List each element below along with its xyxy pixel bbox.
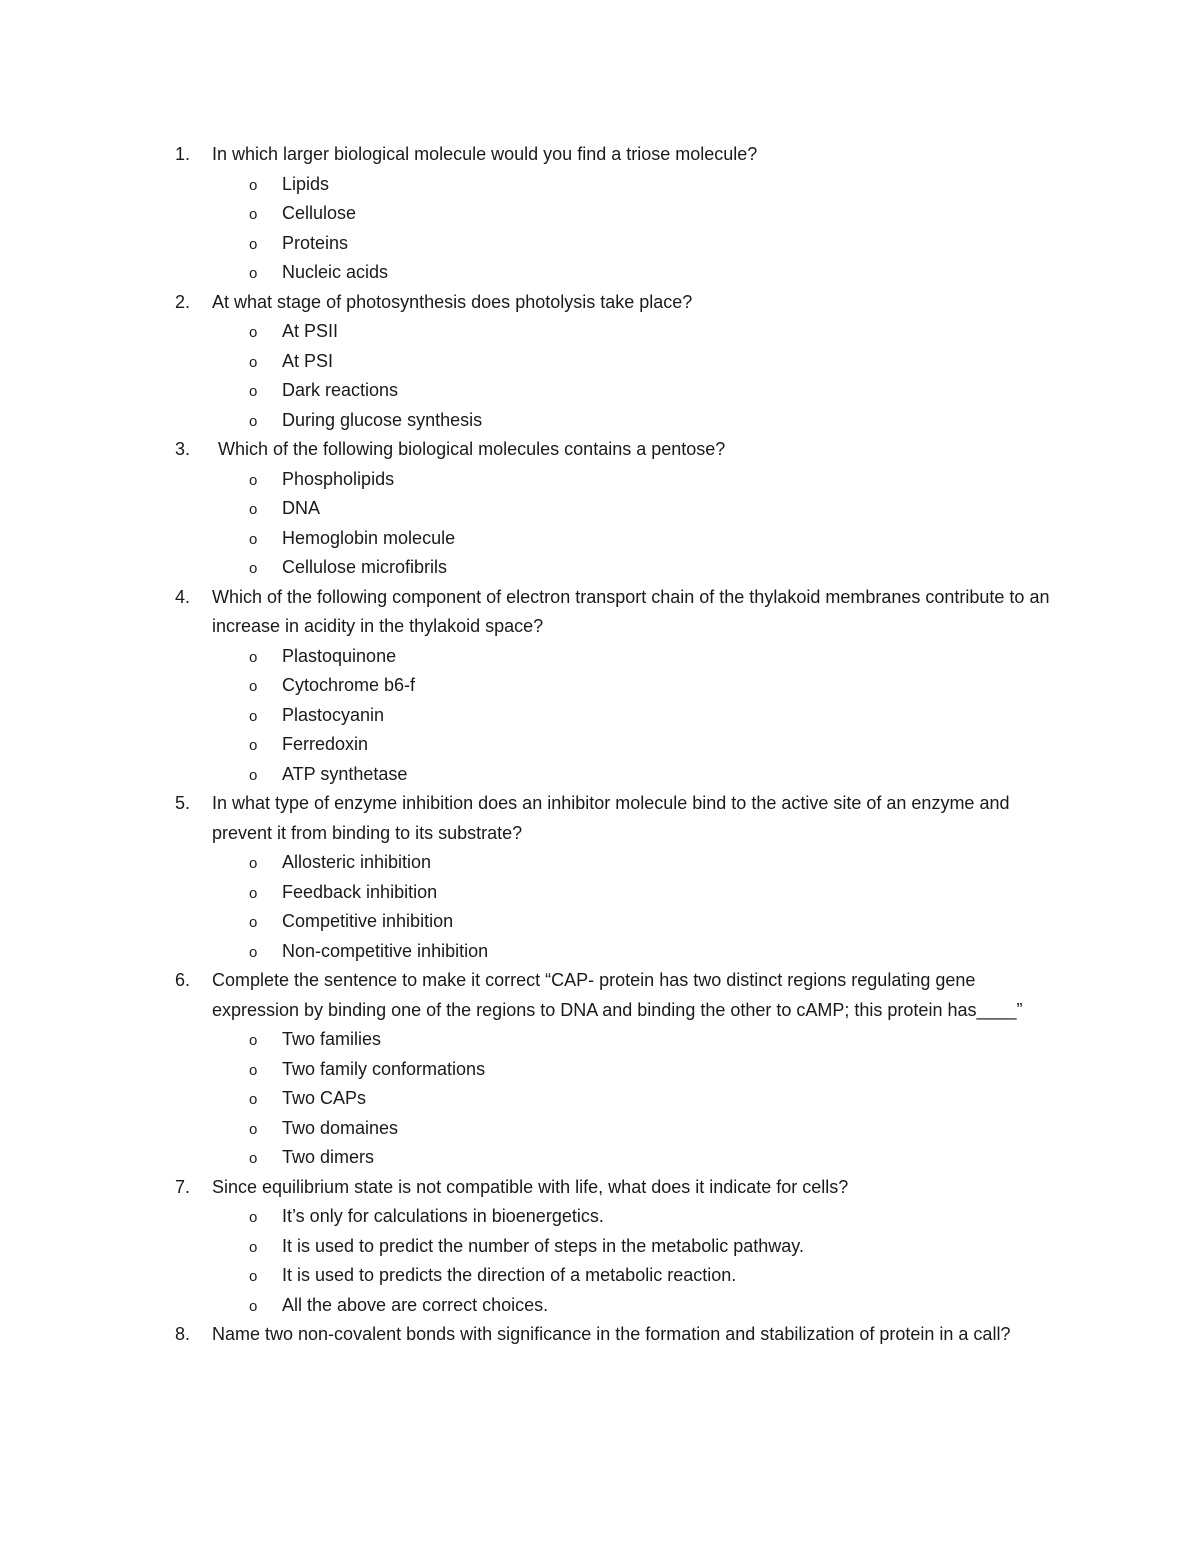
option-text: Nucleic acids: [282, 262, 389, 282]
question-text: At what stage of photosynthesis does photolysis take place?: [212, 291, 693, 312]
option-text: Competitive inhibition: [282, 911, 454, 931]
circle-bullet-icon: o: [249, 265, 258, 282]
circle-bullet-icon: o: [249, 1268, 258, 1285]
answer-option: [0, 317, 1200, 347]
option-text: Lipids: [282, 173, 330, 194]
answer-option: [0, 1025, 1200, 1055]
question-item: [0, 583, 1200, 790]
circle-bullet-icon: o: [249, 353, 258, 371]
option-text: Plastoquinone: [282, 645, 397, 666]
question-item: [0, 435, 1200, 583]
question-number: 6.: [175, 970, 191, 990]
option-text: DNA: [282, 498, 321, 518]
circle-bullet-icon: o: [249, 471, 258, 489]
question-text: Which of the following biological molecules contains a pentose?: [218, 439, 726, 459]
option-text: Two CAPs: [282, 1088, 367, 1108]
question-text: Name two non-covalent bonds with significance in the formation and stabilization of protein in a call?: [212, 1324, 1011, 1344]
answer-option: [0, 1143, 1200, 1173]
circle-bullet-icon: o: [249, 943, 258, 961]
option-text: Cellulose: [282, 203, 357, 223]
option-text: Allosteric inhibition: [282, 852, 432, 872]
option-list: [0, 170, 1200, 288]
option-text: All the above are correct choices.: [282, 1294, 549, 1315]
answer-option: [0, 406, 1200, 436]
circle-bullet-icon: o: [249, 1091, 258, 1108]
question-number: 4.: [175, 586, 191, 607]
option-text: Cellulose microfibrils: [282, 557, 448, 577]
circle-bullet-icon: o: [249, 324, 258, 341]
circle-bullet-icon: o: [249, 530, 258, 548]
answer-option: [0, 553, 1200, 583]
answer-option: [0, 170, 1200, 200]
answer-option: [0, 258, 1200, 288]
option-text: Cytochrome b6-f: [282, 675, 416, 695]
option-list: [0, 848, 1200, 966]
answer-option: [0, 937, 1200, 967]
answer-option: [0, 1291, 1200, 1321]
answer-option: [0, 1084, 1200, 1114]
question-text: Complete the sentence to make it correct “CAP- protein has two distinct regions regulating gene expression by binding one of the regions to DNA and binding the other to cAMP; this protein has____”: [212, 970, 1023, 1020]
option-list: [0, 317, 1200, 435]
question-number: 5.: [175, 793, 191, 813]
option-text: Two family conformations: [282, 1058, 486, 1079]
circle-bullet-icon: o: [249, 383, 258, 400]
circle-bullet-icon: o: [249, 678, 258, 695]
question-item: [0, 789, 1200, 966]
option-list: [0, 1025, 1200, 1173]
option-list: [0, 1202, 1200, 1320]
circle-bullet-icon: o: [249, 501, 258, 518]
question-item: [0, 1320, 1200, 1350]
question-text: In which larger biological molecule would you find a triose molecule?: [212, 144, 758, 164]
question-text: Since equilibrium state is not compatible with life, what does it indicate for cells?: [212, 1176, 849, 1197]
circle-bullet-icon: o: [249, 855, 258, 872]
option-list: [0, 465, 1200, 583]
option-text: Phospholipids: [282, 468, 395, 489]
answer-option: [0, 347, 1200, 377]
circle-bullet-icon: o: [249, 412, 258, 430]
question-item: [0, 1173, 1200, 1321]
circle-bullet-icon: o: [249, 707, 258, 725]
question-item: [0, 140, 1200, 288]
question-text: Which of the following component of electron transport chain of the thylakoid membranes contribute to an increase in acidity in the thylakoid space?: [212, 586, 1050, 636]
option-text: Feedback inhibition: [282, 881, 438, 902]
circle-bullet-icon: o: [249, 176, 258, 194]
option-text: Two dimers: [282, 1147, 375, 1167]
option-text: It is used to predict the number of steps in the metabolic pathway.: [282, 1235, 804, 1256]
answer-option: [0, 524, 1200, 554]
answer-option: [0, 1202, 1200, 1232]
option-text: It’s only for calculations in bioenergetics.: [282, 1206, 604, 1226]
answer-option: [0, 907, 1200, 937]
question-item: [0, 966, 1200, 1173]
option-text: Hemoglobin molecule: [282, 527, 456, 548]
question-text: In what type of enzyme inhibition does an inhibitor molecule bind to the active site of an enzyme and prevent it from binding to its substrate?: [212, 793, 1010, 843]
answer-option: [0, 494, 1200, 524]
answer-option: [0, 1261, 1200, 1291]
option-text: At PSI: [282, 350, 334, 371]
answer-option: [0, 1232, 1200, 1262]
answer-option: [0, 1055, 1200, 1085]
answer-option: [0, 878, 1200, 908]
option-text: Proteins: [282, 232, 349, 253]
circle-bullet-icon: o: [249, 884, 258, 902]
option-text: It is used to predicts the direction of a metabolic reaction.: [282, 1265, 737, 1285]
answer-option: [0, 701, 1200, 731]
circle-bullet-icon: o: [249, 1209, 258, 1226]
option-text: Two domaines: [282, 1117, 399, 1138]
answer-option: [0, 848, 1200, 878]
circle-bullet-icon: o: [249, 560, 258, 577]
circle-bullet-icon: o: [249, 1150, 258, 1167]
answer-option: [0, 671, 1200, 701]
option-text: Non-competitive inhibition: [282, 940, 489, 961]
question-number: 1.: [175, 144, 191, 164]
question-number: 3.: [175, 439, 191, 459]
circle-bullet-icon: o: [249, 766, 258, 784]
circle-bullet-icon: o: [249, 235, 258, 253]
answer-option: [0, 730, 1200, 760]
answer-option: [0, 760, 1200, 790]
answer-option: [0, 229, 1200, 259]
option-text: During glucose synthesis: [282, 409, 483, 430]
circle-bullet-icon: o: [249, 737, 258, 754]
circle-bullet-icon: o: [249, 1061, 258, 1079]
question-number: 2.: [175, 291, 191, 312]
option-text: ATP synthetase: [282, 763, 408, 784]
question-list: [0, 140, 1200, 1350]
answer-option: [0, 199, 1200, 229]
question-number: 8.: [175, 1324, 191, 1344]
circle-bullet-icon: o: [249, 1120, 258, 1138]
answer-option: [0, 465, 1200, 495]
answer-option: [0, 1114, 1200, 1144]
circle-bullet-icon: o: [249, 914, 258, 931]
option-text: Two families: [282, 1029, 382, 1049]
option-text: Dark reactions: [282, 380, 399, 400]
option-text: At PSII: [282, 321, 339, 341]
answer-option: [0, 642, 1200, 672]
option-text: Plastocyanin: [282, 704, 385, 725]
question-item: [0, 288, 1200, 436]
option-list: [0, 642, 1200, 790]
circle-bullet-icon: o: [249, 1032, 258, 1049]
question-number: 7.: [175, 1176, 191, 1197]
circle-bullet-icon: o: [249, 1238, 258, 1256]
circle-bullet-icon: o: [249, 1297, 258, 1315]
option-text: Ferredoxin: [282, 734, 369, 754]
answer-option: [0, 376, 1200, 406]
circle-bullet-icon: o: [249, 206, 258, 223]
circle-bullet-icon: o: [249, 648, 258, 666]
